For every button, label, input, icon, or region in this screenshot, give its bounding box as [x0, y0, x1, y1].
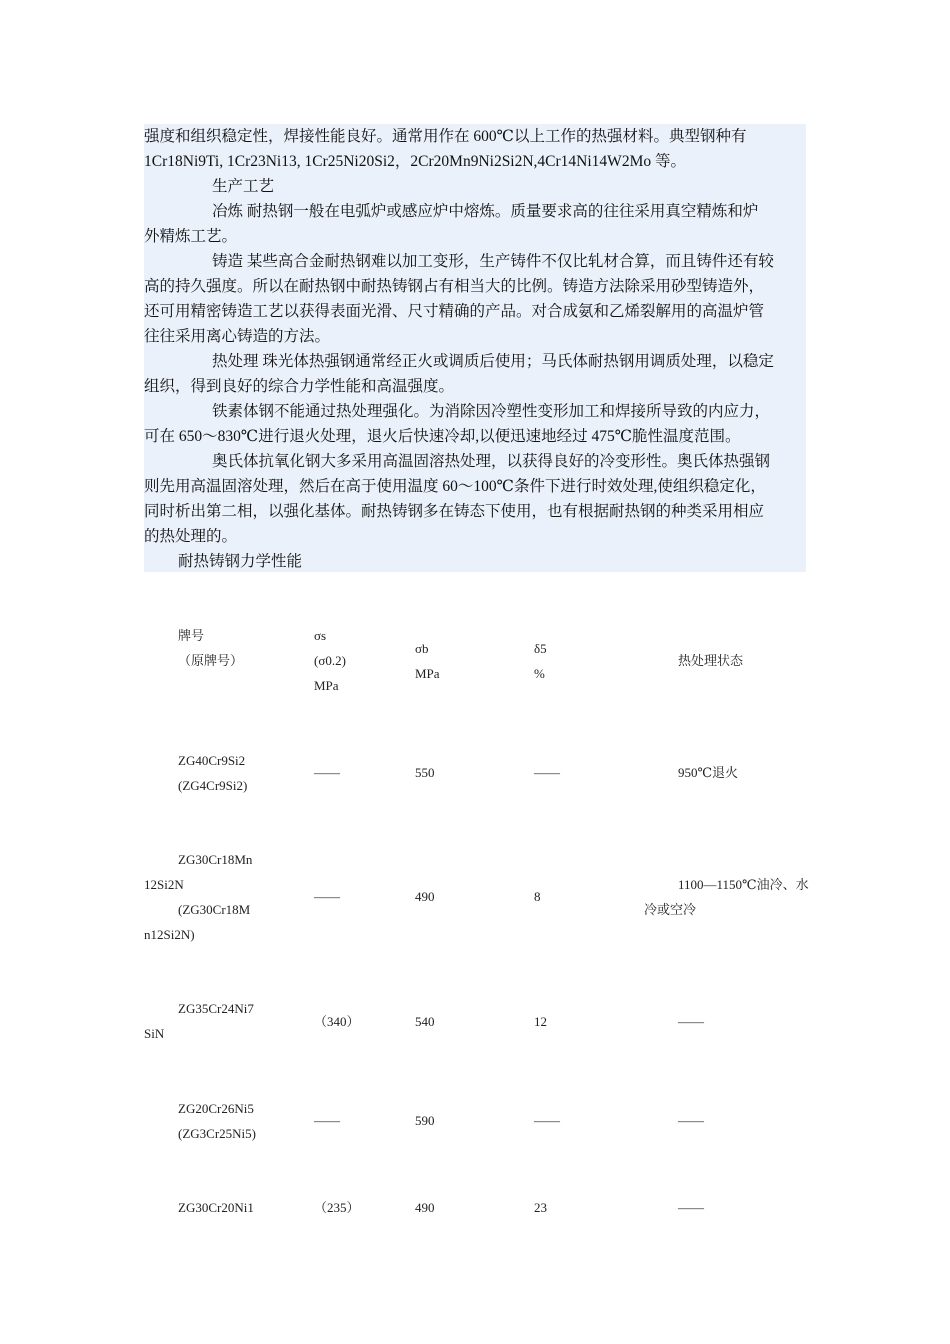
table-cell-heat: 950℃退火	[678, 765, 739, 780]
paragraph-line: 同时析出第二相，以强化基体。耐热铸钢多在铸态下使用，也有根据耐热钢的种类采用相应	[144, 503, 765, 520]
header-sigma-s: σs	[314, 628, 327, 643]
table-cell-grade: (ZG30Cr18M	[178, 902, 251, 917]
paragraph-line: 外精炼工艺。	[144, 228, 238, 245]
table-cell-delta5: ——	[534, 765, 560, 780]
table-cell-sigma-b: 490	[415, 889, 435, 904]
table-cell-sigma-s: （340）	[314, 1014, 360, 1029]
table-cell-delta5: 23	[534, 1200, 547, 1215]
paragraph-line: 强度和组织稳定性，焊接性能良好。通常用作在 600℃以上工作的热强材料。典型钢种有	[144, 128, 747, 145]
table-cell-grade: 12Si2N	[144, 877, 184, 892]
table-cell-sigma-s: ——	[314, 1113, 340, 1128]
header-sigma-s-alt: (σ0.2)	[314, 653, 346, 668]
header-delta5-unit: %	[534, 666, 545, 681]
table-cell-sigma-s: ——	[314, 889, 340, 904]
paragraph-line: 可在 650～830℃进行退火处理，退火后快速冷却,以便迅速地经过 475℃脆性温度范围。	[144, 428, 741, 445]
header-heat-treatment: 热处理状态	[678, 653, 744, 668]
paragraph-line: 铸造 某些高合金耐热钢难以加工变形，生产铸件不仅比轧材合算，而且铸件还有较	[212, 253, 774, 270]
table-cell-sigma-s: （235）	[314, 1200, 360, 1215]
table-cell-heat: 冷或空冷	[644, 902, 697, 917]
paragraph-line: 1Cr18Ni9Ti, 1Cr23Ni13, 1Cr25Ni20Si2，2Cr20Mn9Ni2Si2N,4Cr14Ni14W2Mo 等。	[144, 153, 686, 170]
header-sigma-b: σb	[415, 641, 429, 656]
paragraph-line: 往往采用离心铸造的方法。	[144, 328, 331, 345]
table-cell-grade: ZG20Cr26Ni5	[178, 1101, 254, 1116]
paragraph-line: 奥氏体抗氧化钢大多采用高温固溶热处理，以获得良好的冷变形性。奥氏体热强钢	[212, 453, 771, 470]
table-cell-grade: (ZG3Cr25Ni5)	[178, 1126, 256, 1141]
table-cell-sigma-b: 540	[415, 1014, 435, 1029]
header-grade-old: （原牌号）	[178, 653, 244, 668]
table-cell-grade: ZG40Cr9Si2	[178, 753, 246, 768]
table-cell-grade: (ZG4Cr9Si2)	[178, 778, 248, 793]
table-caption: 耐热铸钢力学性能	[178, 553, 303, 570]
table-cell-grade: ZG35Cr24Ni7	[178, 1001, 254, 1016]
table-cell-grade: ZG30Cr20Ni1	[178, 1200, 254, 1215]
table-cell-delta5: 8	[534, 889, 541, 904]
paragraph-line: 的热处理的。	[144, 528, 238, 545]
table-cell-grade: n12Si2N)	[144, 927, 195, 942]
table-cell-heat: ——	[678, 1200, 704, 1215]
table-cell-heat: ——	[678, 1113, 704, 1128]
table-cell-sigma-b: 590	[415, 1113, 435, 1128]
table-cell-sigma-s: ——	[314, 765, 340, 780]
header-sigma-b-unit: MPa	[415, 666, 440, 681]
header-grade: 牌号	[178, 628, 205, 643]
table-cell-heat: ——	[678, 1014, 704, 1029]
header-sigma-s-unit: MPa	[314, 678, 339, 693]
table-cell-grade: ZG30Cr18Mn	[178, 852, 253, 867]
table-cell-sigma-b: 550	[415, 765, 435, 780]
table-cell-delta5: ——	[534, 1113, 560, 1128]
paragraph-line: 热处理 珠光体热强钢通常经正火或调质后使用；马氏体耐热钢用调质处理，以稳定	[212, 353, 774, 370]
table-cell-sigma-b: 490	[415, 1200, 435, 1215]
header-delta5: δ5	[534, 641, 547, 656]
paragraph-line: 铁素体钢不能通过热处理强化。为消除因冷塑性变形加工和焊接所导致的内应力，	[212, 403, 771, 420]
paragraph-line: 高的持久强度。所以在耐热钢中耐热铸钢占有相当大的比例。铸造方法除采用砂型铸造外，	[144, 278, 765, 295]
paragraph-line: 则先用高温固溶处理，然后在高于使用温度 60～100℃条件下进行时效处理,使组织稳定化，	[144, 478, 766, 495]
table-cell-grade: SiN	[144, 1026, 165, 1041]
section-heading: 生产工艺	[212, 178, 275, 195]
paragraph-line: 冶炼 耐热钢一般在电弧炉或感应炉中熔炼。质量要求高的往往采用真空精炼和炉	[212, 203, 759, 220]
table-cell-delta5: 12	[534, 1014, 547, 1029]
table-cell-heat: 1100—1150℃油冷、水	[678, 877, 809, 892]
paragraph-line: 组织，得到良好的综合力学性能和高温强度。	[144, 378, 455, 395]
paragraph-line: 还可用精密铸造工艺以获得表面光滑、尺寸精确的产品。对合成氨和乙烯裂解用的高温炉管	[144, 303, 765, 320]
